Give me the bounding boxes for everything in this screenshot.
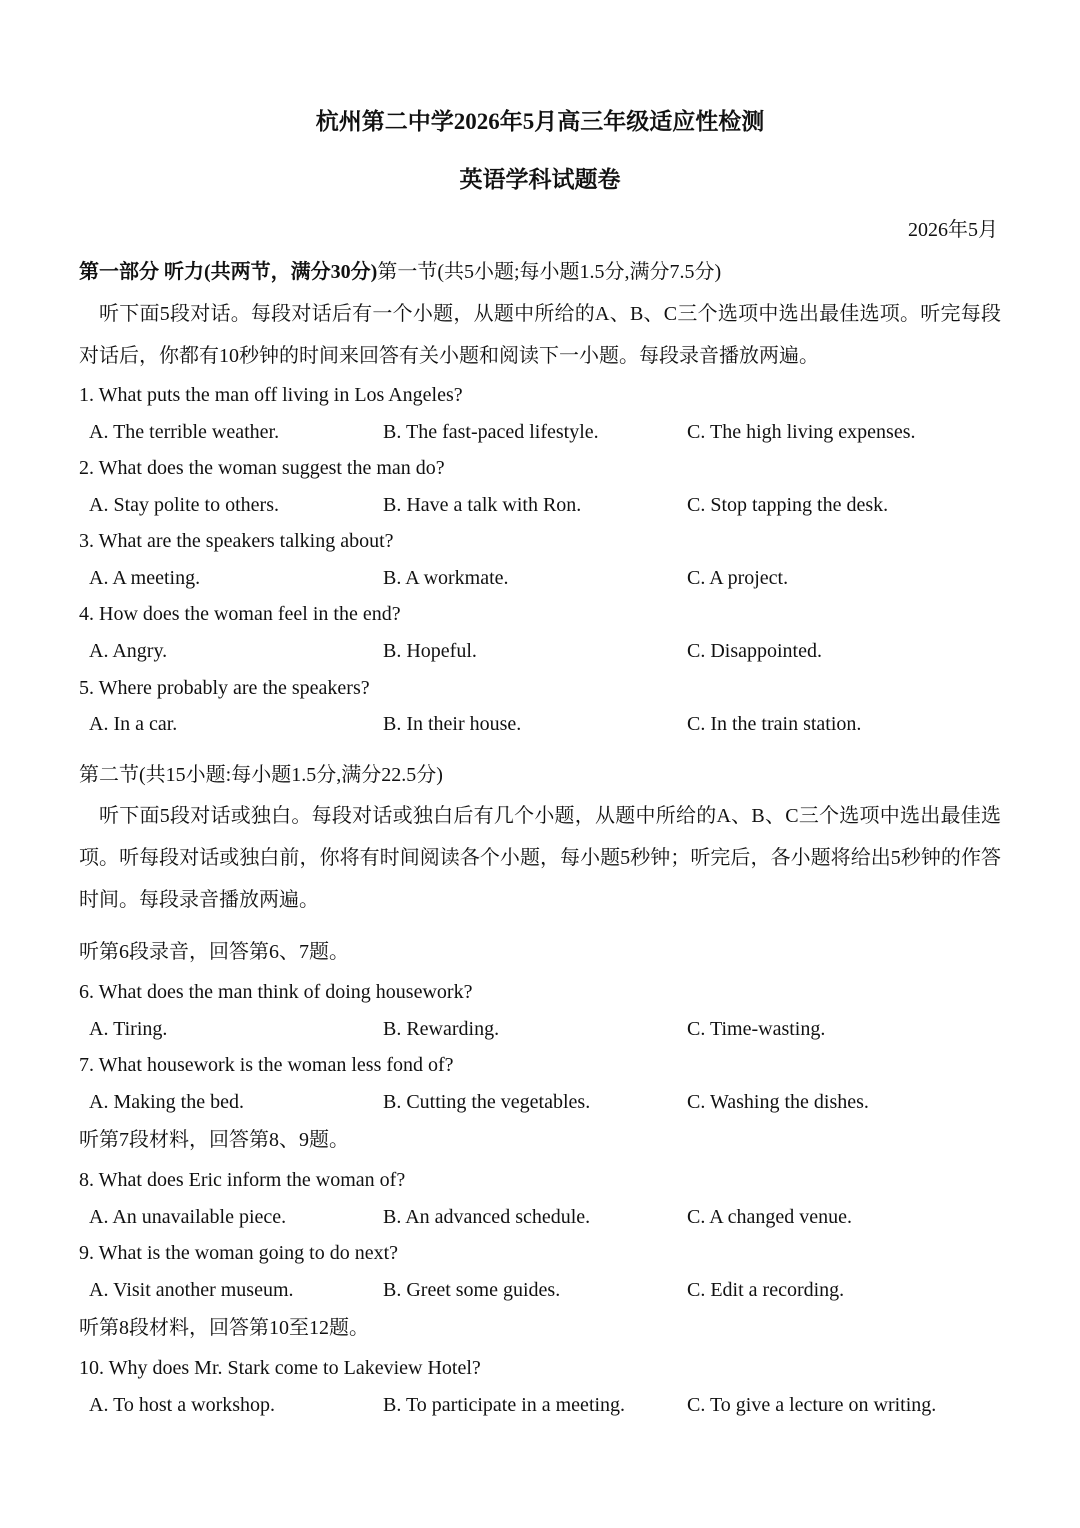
option-7a: A. Making the bed. — [89, 1091, 244, 1113]
question-8: 8. What does Eric inform the woman of? — [79, 1169, 406, 1191]
option-10a: A. To host a workshop. — [89, 1394, 276, 1416]
question-9: 9. What is the woman going to do next? — [79, 1242, 399, 1264]
option-7b: B. Cutting the vegetables. — [383, 1091, 591, 1113]
question-5: 5. Where probably are the speakers? — [79, 677, 370, 699]
section2-instructions: 听下面5段对话或独白。每段对话或独白后有几个小题，从题中所给的A、B、C三个选项中选出最佳选项。听每段对话或独白前，你将有时间阅读各个小题，每小题5秒钟；听完后，各小题将给出5秒钟的作答时间。每段录音播放两遍。 — [79, 805, 1001, 911]
question-7: 7. What housework is the woman less fond of? — [79, 1054, 454, 1076]
question-6: 6. What does the man think of doing housework? — [79, 981, 473, 1003]
option-8b: B. An advanced schedule. — [383, 1206, 591, 1228]
option-2b: B. Have a talk with Ron. — [383, 494, 582, 516]
question-3: 3. What are the speakers talking about? — [79, 530, 394, 552]
option-10c: C. To give a lecture on writing. — [687, 1394, 937, 1416]
option-9c: C. Edit a recording. — [687, 1279, 845, 1301]
option-4a: A. Angry. — [89, 640, 168, 662]
option-1c: C. The high living expenses. — [687, 421, 916, 443]
option-2c: C. Stop tapping the desk. — [687, 494, 889, 516]
question-2: 2. What does the woman suggest the man do? — [79, 457, 445, 479]
segment-note-7: 听第7段材料，回答第8、9题。 — [79, 1129, 349, 1151]
option-6a: A. Tiring. — [89, 1018, 168, 1040]
section2-heading: 第二节(共15小题:每小题1.5分,满分22.5分) — [79, 764, 443, 786]
option-5a: A. In a car. — [89, 713, 178, 735]
option-9a: A. Visit another museum. — [89, 1279, 294, 1301]
question-10: 10. Why does Mr. Stark come to Lakeview Hotel? — [79, 1357, 481, 1379]
option-1a: A. The terrible weather. — [89, 421, 280, 443]
option-2a: A. Stay polite to others. — [89, 494, 279, 516]
option-10b: B. To participate in a meeting. — [383, 1394, 626, 1416]
option-3a: A. A meeting. — [89, 567, 201, 589]
option-5c: C. In the train station. — [687, 713, 862, 735]
option-1b: B. The fast-paced lifestyle. — [383, 421, 599, 443]
option-7c: C. Washing the dishes. — [687, 1091, 869, 1113]
option-6c: C. Time-wasting. — [687, 1018, 826, 1040]
option-3b: B. A workmate. — [383, 567, 509, 589]
question-1: 1. What puts the man off living in Los Angeles? — [79, 384, 463, 406]
exam-subtitle: 英语学科试题卷 — [459, 167, 621, 192]
question-4: 4. How does the woman feel in the end? — [79, 603, 401, 625]
exam-date: 2026年5月 — [908, 219, 998, 241]
option-6b: B. Rewarding. — [383, 1018, 500, 1040]
part1-heading-bold: 第一部分 听力(共两节，满分30分) — [79, 261, 378, 283]
option-8c: C. A changed venue. — [687, 1206, 852, 1228]
option-9b: B. Greet some guides. — [383, 1279, 561, 1301]
exam-title: 杭州第二中学2026年5月高三年级适应性检测 — [315, 109, 765, 134]
part1-instructions: 听下面5段对话。每段对话后有一个小题，从题中所给的A、B、C三个选项中选出最佳选项。听完每段对话后，你都有10秒钟的时间来回答有关小题和阅读下一小题。每段录音播放两遍。 — [79, 303, 1001, 367]
segment-note-6: 听第6段录音，回答第6、7题。 — [79, 941, 349, 963]
option-4b: B. Hopeful. — [383, 640, 477, 662]
part1-heading-rest: 第一节(共5小题;每小题1.5分,满分7.5分) — [377, 261, 722, 283]
segment-note-8: 听第8段材料，回答第10至12题。 — [79, 1317, 369, 1339]
option-3c: C. A project. — [687, 567, 789, 589]
option-5b: B. In their house. — [383, 713, 522, 735]
option-8a: A. An unavailable piece. — [89, 1206, 287, 1228]
part1-heading — [79, 262, 721, 282]
option-4c: C. Disappointed. — [687, 640, 822, 662]
